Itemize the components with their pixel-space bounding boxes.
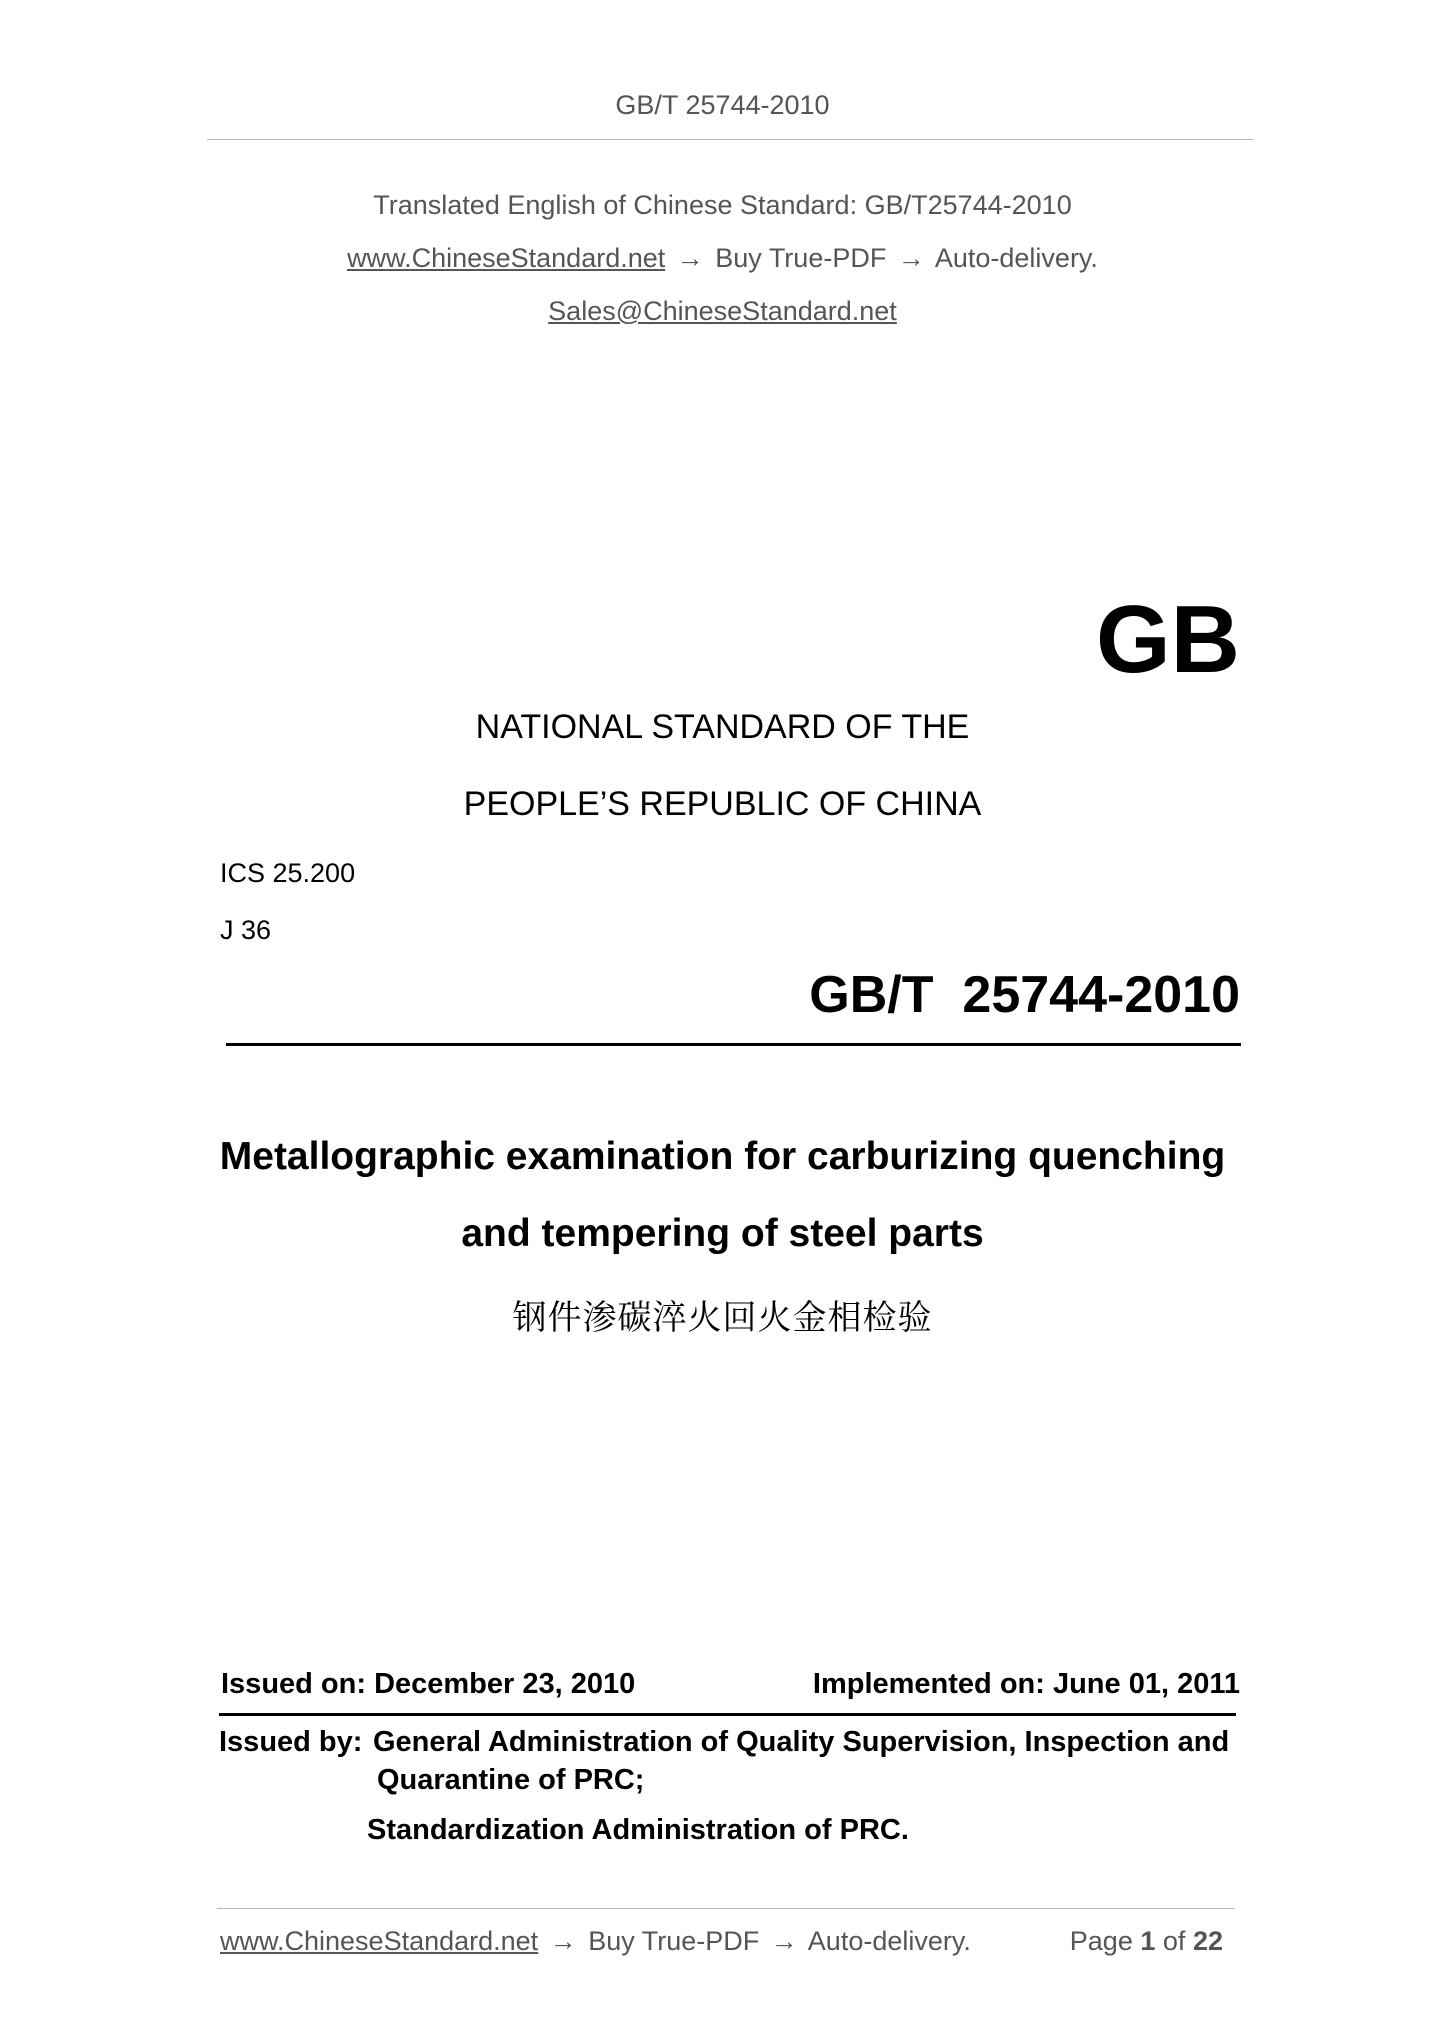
- issuer-line-1: General Administration of Quality Supervision, Inspection and: [373, 1726, 1230, 1758]
- issuer-line-2: Quarantine of PRC;: [377, 1764, 645, 1796]
- translation-notice: Translated English of Chinese Standard: GB/T25744-2010: [373, 190, 1072, 220]
- code-divider: [226, 1043, 1241, 1046]
- page-of: of: [1162, 1926, 1186, 1956]
- issued-on-date: Issued on: December 23, 2010: [221, 1668, 636, 1700]
- document-title-line-1: Metallographic examination for carburizing quenching: [219, 1135, 1226, 1178]
- implemented-on-date: Implemented on: June 01, 2011: [812, 1668, 1240, 1700]
- arrow-right-icon: →: [897, 243, 925, 273]
- gb-mark: GB: [1096, 586, 1240, 693]
- page-number: [1070, 1926, 1223, 1957]
- site-link[interactable]: www.ChineseStandard.net: [347, 243, 666, 273]
- footer-promo: [220, 1926, 971, 1957]
- national-standard-line-2: PEOPLE’S REPUBLIC OF CHINA: [463, 785, 982, 823]
- issued-by-label: Issued by:: [219, 1726, 363, 1758]
- page-header-title: GB/T 25744-2010: [615, 90, 830, 120]
- standard-code: GB/T 25744-2010: [809, 966, 1240, 1024]
- national-standard-line-1: NATIONAL STANDARD OF THE: [475, 708, 970, 746]
- arrow-right-icon: →: [676, 243, 704, 273]
- document-title-chinese: 钢件渗碳淬火回火金相检验: [512, 1298, 933, 1338]
- ccs-code: J 36: [220, 915, 272, 945]
- page-label: Page: [1069, 1926, 1133, 1956]
- page-current: 1: [1140, 1926, 1156, 1956]
- sales-email-link[interactable]: Sales@ChineseStandard.net: [548, 296, 897, 326]
- dates-divider: [219, 1713, 1236, 1716]
- arrow-right-icon: →: [549, 1926, 577, 1956]
- document-title-line-2: and tempering of steel parts: [461, 1212, 984, 1255]
- promo-buy-line: [0, 243, 1445, 274]
- auto-delivery-text: Auto-delivery.: [934, 243, 1098, 273]
- footer-divider: [217, 1908, 1234, 1909]
- buy-true-pdf-text: Buy True-PDF: [715, 243, 887, 273]
- page-total: 22: [1192, 1926, 1223, 1956]
- header-divider: [207, 139, 1254, 140]
- ics-code: ICS 25.200: [220, 858, 356, 888]
- issuer-line-3: Standardization Administration of PRC.: [367, 1814, 909, 1846]
- footer-site-link[interactable]: www.ChineseStandard.net: [220, 1926, 539, 1956]
- footer-auto-text: Auto-delivery.: [807, 1926, 971, 1956]
- arrow-right-icon: →: [770, 1926, 798, 1956]
- footer-buy-text: Buy True-PDF: [588, 1926, 760, 1956]
- promo-email-line: [0, 296, 1445, 327]
